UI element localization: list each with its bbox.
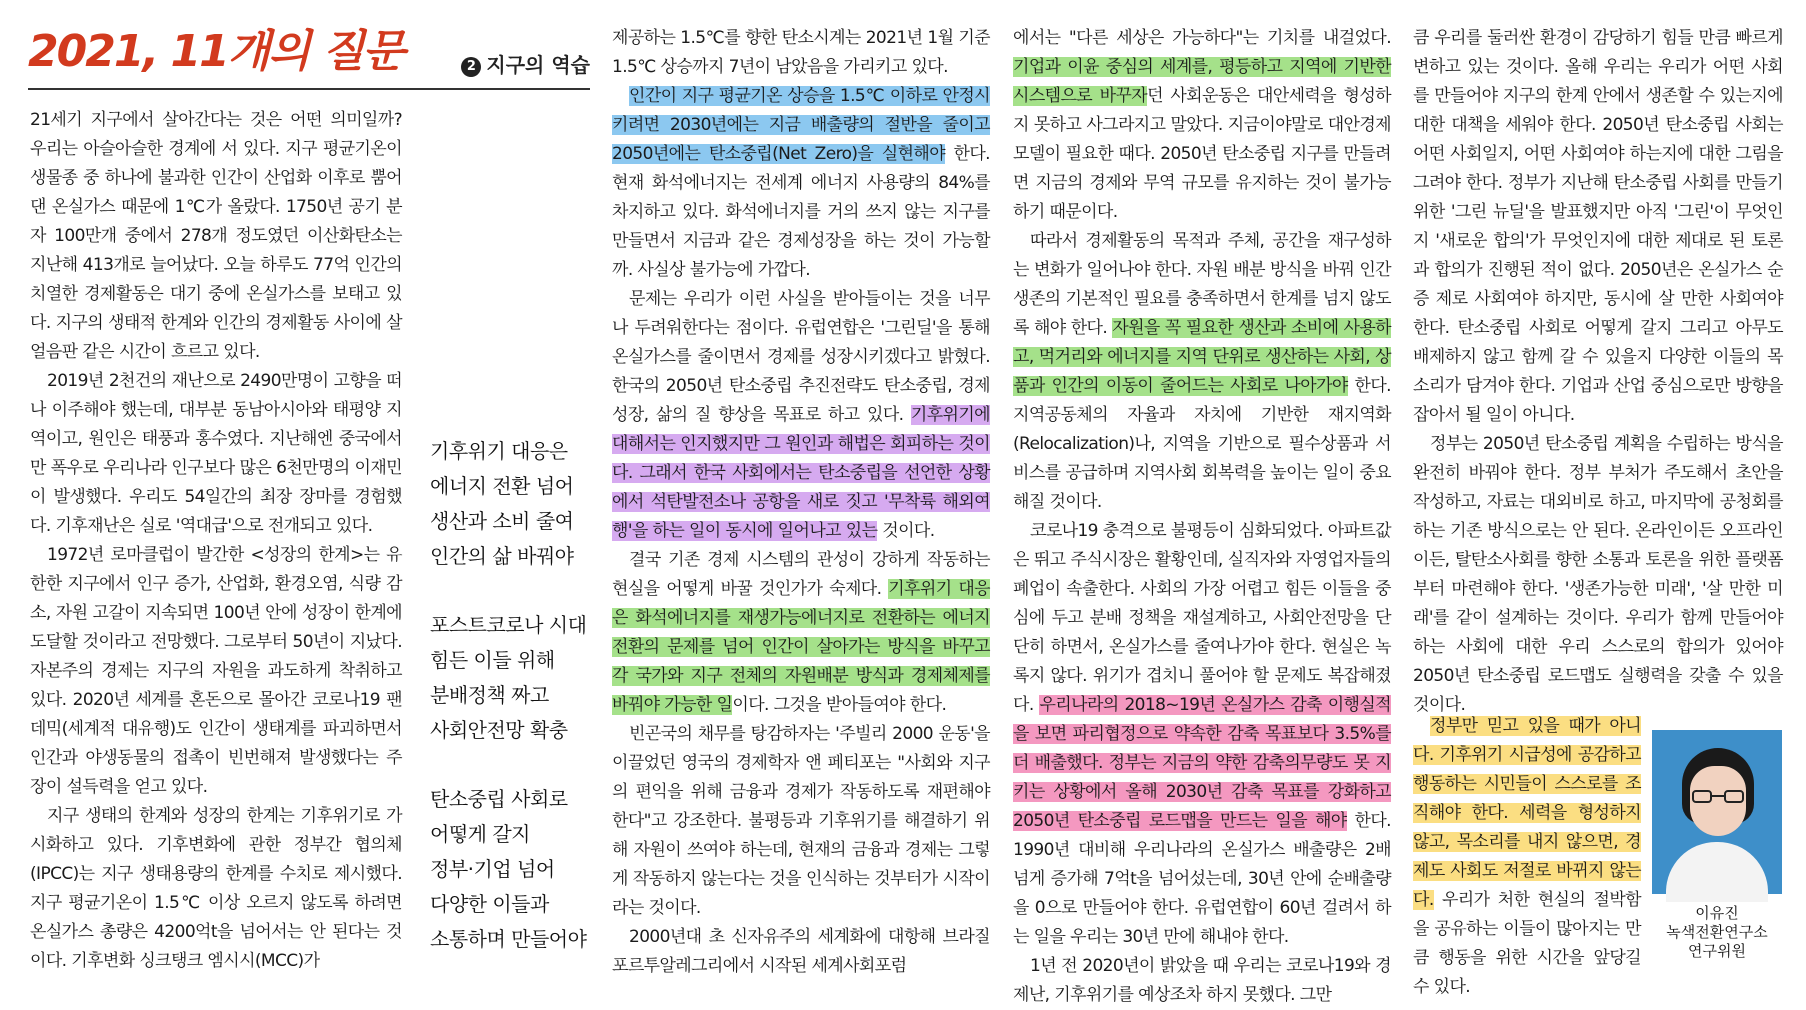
text-run: 우리가 처한 현실의 절박함을 공유하는 이들이 많아지는 만큼 행동을 위한 시간을 앞당길 수 있다. xyxy=(1413,890,1641,997)
body-column-1 xyxy=(30,106,402,986)
text-run: 이다. 그것을 받아들여야 한다. xyxy=(732,695,947,715)
highlight-yellow: 정부만 믿고 있을 때가 아니다. 기후위기 시급성에 공감하고 행동하는 시민들이 스스로를 조직해야 한다. 세력을 형성하지 않고, 목소리를 내지 않으면, 경제도 사회도 저절로 바뀌지 않는다. xyxy=(1413,716,1641,910)
paragraph xyxy=(1413,712,1641,1002)
pull-quote-1 xyxy=(430,434,598,574)
body-column-5-continued xyxy=(1413,712,1641,997)
text-run: 결국 기존 경제 시스템의 관성이 강하게 작동하는 현실을 어떻게 바꿀 것인가가 숙제다. xyxy=(612,550,990,599)
highlight-blue: 인간이 지구 평균기온 상승을 1.5℃ 이하로 안정시키려면 2030년에는 지금 배출량의 절반을 줄이고 2050년에는 탄소중립(Net Zero)을 실현해야 xyxy=(612,86,990,164)
pull-quote-line: 탄소중립 사회로 xyxy=(430,787,568,811)
subtitle-text: 지구의 역습 xyxy=(486,53,590,77)
paragraph xyxy=(1013,24,1391,227)
body-column-3 xyxy=(612,24,990,986)
body-column-4 xyxy=(1013,24,1391,1005)
pull-quote-line: 다양한 이들과 xyxy=(430,892,549,916)
text-run: 에서는 "다른 세상은 가능하다"는 기치를 내걸었다. xyxy=(1013,28,1391,48)
pull-quote-line: 포스트코로나 시대 xyxy=(430,613,587,637)
author-role: 연구위원 xyxy=(1688,942,1746,960)
pull-quote-line: 정부·기업 넘어 xyxy=(430,857,555,881)
masthead-rule xyxy=(28,88,590,90)
masthead xyxy=(28,24,590,86)
pull-quote-line: 인간의 삶 바꿔야 xyxy=(430,544,574,568)
pull-quote-line: 소통하며 만들어야 xyxy=(430,927,587,951)
paragraph: 21세기 지구에서 살아간다는 것은 어떤 의미일까? 우리는 아슬아슬한 경계에 서 있다. 지구 평균기온이 생물종 중 하나에 불과한 인간이 산업화 이후로 뿜어댄 온실가스 때문에 1℃가 올랐다. 1750년 공기 분자 100만개 중에서 278개 정도였던 이산화탄소는 지난해 413개로 늘어났다. 오늘 하루도 77억 인간의 치열한 경제활동은 대기 중에 온실가스를 보태고 있다. 지구의 생태적 한계와 인간의 경제활동 사이에 살얼음판 같은 시간이 흐르고 있다. xyxy=(30,110,402,362)
text-run: 던 사회운동은 대안세력을 형성하지 못하고 사그라지고 말았다. 지금이야말로 대안경제 모델이 필요한 때다. 2050년 탄소중립 지구를 만들려면 지금의 경제와 무역 규모를 유지하는 것이 불가능하기 때문이다. xyxy=(1013,86,1391,222)
glasses-lens-right xyxy=(1724,790,1744,803)
paragraph xyxy=(612,285,990,546)
paragraph: 1972년 로마클럽이 발간한 <성장의 한계>는 유한한 지구에서 인구 증가, 산업화, 환경오염, 식량 감소, 자원 고갈이 지속되면 100년 안에 성장이 한계에 도달할 것이라고 전망했다. 그로부터 50년이 지났다. 자본주의 경제는 지구의 자원을 과도하게 착취하고 있다. 2020년 세계를 혼돈으로 몰아간 코로나19 팬데믹(세계적 대유행)도 인간이 생태계를 파괴하면서 인간과 야생동물의 접촉이 빈번해져 발생했다는 주장이 설득력을 얻고 있다. xyxy=(30,545,402,797)
paragraph: 제공하는 1.5℃를 향한 탄소시계는 2021년 1월 기준 1.5℃ 상승까지 7년이 남았음을 가리키고 있다. xyxy=(612,28,990,77)
pull-quote-line: 에너지 전환 넘어 xyxy=(430,474,574,498)
pull-quote-line: 분배정책 짜고 xyxy=(430,683,549,707)
body-column-5 xyxy=(1413,24,1783,715)
paragraph: 지구 생태의 한계와 성장의 한계는 기후위기로 가시화하고 있다. 기후변화에 관한 정부간 협의체(IPCC)는 지구 생태용량의 한계를 수치로 제시했다. 지구 평균기온이 1.5℃ 이상 오르지 않도록 하려면 온실가스 총량은 4200억t을 넘어서는 안 된다는 것이다. 기후변화 싱크탱크 엠시시(MCC)가 xyxy=(30,806,402,971)
pull-quote-3 xyxy=(430,782,598,957)
author-photo xyxy=(1652,730,1782,894)
paragraph xyxy=(1013,227,1391,517)
text-run: 것이다. xyxy=(877,521,935,541)
paragraph: 2000년대 초 신자유주의 세계화에 대항해 브라질 포르투알레그리에서 시작된 세계사회포럼 xyxy=(612,927,990,976)
glasses-lens-left xyxy=(1692,790,1712,803)
pull-quote-line: 기후위기 대응은 xyxy=(430,439,568,463)
paragraph: 2019년 2천건의 재난으로 2490만명이 고향을 떠나 이주해야 했는데, 대부분 동남아시아와 태평양 지역이고, 원인은 태풍과 홍수였다. 지난해엔 중국에서만 폭우로 우리나라 인구보다 많은 6천만명의 이재민이 발생했다. 우리도 54일간의 최장 장마를 경험했다. 기후재난은 실로 '역대급'으로 전개되고 있다. xyxy=(30,371,402,536)
paragraph: 빈곤국의 채무를 탕감하자는 '주빌리 2000 운동'을 이끌었던 영국의 경제학자 앤 페티포는 "사회와 지구의 편익을 위해 금융과 경제가 작동하도록 재편해야 한다"고 강조한다. 불평등과 기후위기를 해결하기 위해 자원이 쓰여야 하는데, 현재의 금융과 경제는 그렇게 작동하지 않는다는 것을 인식하는 것부터가 시작이라는 것이다. xyxy=(612,724,990,918)
pull-quote-line: 사회안전망 확충 xyxy=(430,718,568,742)
highlight-green: 기업과 이윤 중심의 세계를, 평등하고 지역에 기반한 시스템으로 바꾸자 xyxy=(1013,57,1391,106)
highlight-pink: 우리나라의 2018~19년 온실가스 감축 이행실적을 보면 파리협정으로 약속한 감축 목표보다 3.5%를 더 배출했다. 정부는 지금의 약한 감축의무량도 못 지키는 상황에서 올해 2030년 감축 목표를 강화하고 2050년 탄소중립 로드맵을 만드는 일을 해야 xyxy=(1013,695,1391,831)
highlight-purple: 기후위기에 대해서는 인지했지만 그 원인과 해법은 회피하는 것이다. 그래서 한국 사회에서는 탄소중립을 선언한 상황에서 석탄발전소나 공항을 새로 짓고 '무착륙 해외여행'을 하는 일이 동시에 일어나고 있는 xyxy=(612,405,990,541)
author-affiliation: 녹색전환연구소 xyxy=(1666,923,1768,941)
pull-quote-line: 힘든 이들 위해 xyxy=(430,648,555,672)
paragraph: 1년 전 2020년이 밝았을 때 우리는 코로나19와 경제난, 기후위기를 예상조차 하지 못했다. 그만 xyxy=(1013,956,1391,1005)
text-run: 문제는 우리가 이런 사실을 받아들이는 것을 너무나 두려워한다는 점이다. 유럽연합은 '그린딜'을 통해 온실가스를 줄이면서 경제를 성장시키겠다고 밝혔다. 한국의 2050년 탄소중립 추진전략도 탄소중립, 경제성장, 삶의 질 향상을 목표로 하고 있다. xyxy=(612,289,990,425)
author-name: 이유진 xyxy=(1695,904,1739,922)
paragraph xyxy=(1013,517,1391,952)
glasses-bridge xyxy=(1712,795,1724,797)
author-box xyxy=(1652,730,1782,986)
article-subtitle xyxy=(461,52,590,78)
text-run: 따라서 경제활동의 목적과 주체, 공간을 재구성하는 변화가 일어나야 한다. 자원 배분 방식을 바꿔 인간 생존의 기본적인 필요를 충족하면서 한계를 넘지 않도록 해야 한다. xyxy=(1013,231,1391,338)
pull-quote-2 xyxy=(430,608,598,748)
series-title: 2021, 11개의 질문 xyxy=(28,26,404,77)
pull-quote-line: 어떻게 갈지 xyxy=(430,822,530,846)
pull-quote-line: 생산과 소비 줄여 xyxy=(430,509,574,533)
paragraph: 정부는 2050년 탄소중립 계획을 수립하는 방식을 완전히 바꿔야 한다. 정부 부처가 주도해서 초안을 작성하고, 자료는 대외비로 하고, 마지막에 공청회를 하는 기존 방식으로는 안 된다. 온라인이든 오프라인이든, 탈탄소사회를 향한 소통과 토론을 위한 플랫폼부터 마련해야 한다. '생존가능한 미래', '살 만한 미래'를 같이 설계하는 것이다. 우리가 함께 만들어야 하는 사회에 대한 우리 스스로의 합의가 있어야 2050년 탄소중립 로드맵도 실행력을 갖출 수 있을 것이다. xyxy=(1413,434,1783,715)
glasses-icon xyxy=(1692,790,1744,804)
highlight-green: 자원을 꼭 필요한 생산과 소비에 사용하고, 먹거리와 에너지를 지역 단위로 생산하는 사회, 상품과 인간의 이동이 줄어드는 사회로 나아가야 xyxy=(1013,318,1391,396)
text-run: 코로나19 충격으로 불평등이 심화되었다. 아파트값은 뛰고 주식시장은 활황인데, 실직자와 자영업자들의 폐업이 속출한다. 사회의 가장 어렵고 힘든 이들을 중심에 두고 분배 정책을 재설계하고, 사회안전망을 단단히 하면서, 온실가스를 줄여나가야 한다. 현실은 녹록지 않다. 위기가 겹치니 풀어야 할 문제도 복잡해졌다. xyxy=(1013,521,1391,715)
paragraph: 큼 우리를 둘러싼 환경이 감당하기 힘들 만큼 빠르게 변하고 있는 것이다. 올해 우리는 우리가 어떤 사회를 만들어야 지구의 한계 안에서 생존할 수 있는지에 대한 대책을 세워야 한다. 2050년 탄소중립 사회는 어떤 사회일지, 어떤 사회여야 하는지에 대한 그림을 그려야 한다. 정부가 지난해 탄소중립 사회를 만들기 위한 '그린 뉴딜'을 발표했지만 아직 '그린'이 무엇인지 '새로운 합의'가 무엇인지에 대한 제대로 된 토론과 합의가 진행된 적이 없다. 2050년은 온실가스 순증 제로 사회여야 하지만, 동시에 살 만한 사회여야 한다. 탄소중립 사회로 어떻게 갈지 그리고 아무도 배제하지 않고 함께 갈 수 있을지 다양한 이들의 목소리가 담겨야 한다. 기업과 산업 중심으로만 방향을 잡아서 될 일이 아니다. xyxy=(1413,28,1783,425)
highlight-green: 기후위기 대응은 화석에너지를 재생가능에너지로 전환하는 에너지 전환의 문제를 넘어 인간이 살아가는 방식을 바꾸고 각 국가와 지구 전체의 자원배분 방식과 경제체제를 바꿔야 가능한 일 xyxy=(612,579,990,715)
text-run: 한다. 1990년 대비해 우리나라의 온실가스 배출량은 2배 넘게 증가해 7억t을 넘어섰는데, 30년 안에 순배출량을 0으로 만들어야 한다. 유럽연합이 60년 걸려서 하는 일을 우리는 30년 만에 해내야 한다. xyxy=(1013,811,1391,947)
subtitle-number-badge: 2 xyxy=(461,57,481,77)
paragraph xyxy=(612,546,990,720)
paragraph xyxy=(612,82,990,285)
pull-quotes xyxy=(430,434,598,994)
author-photo-body xyxy=(1666,842,1768,902)
text-run: 한다. 현재 화석에너지는 전세계 에너지 사용량의 84%를 차지하고 있다. 화석에너지를 거의 쓰지 않는 지구를 만들면서 지금과 같은 경제성장을 하는 것이 가능할까. 사실상 불가능에 가깝다. xyxy=(612,144,990,280)
text-run: 한다. 지역공동체의 자율과 자치에 기반한 재지역화(Relocalization)나, 지역을 기반으로 필수상품과 서비스를 공급하며 지역사회 회복력을 높이는 일이 중요해질 것이다. xyxy=(1013,376,1391,512)
